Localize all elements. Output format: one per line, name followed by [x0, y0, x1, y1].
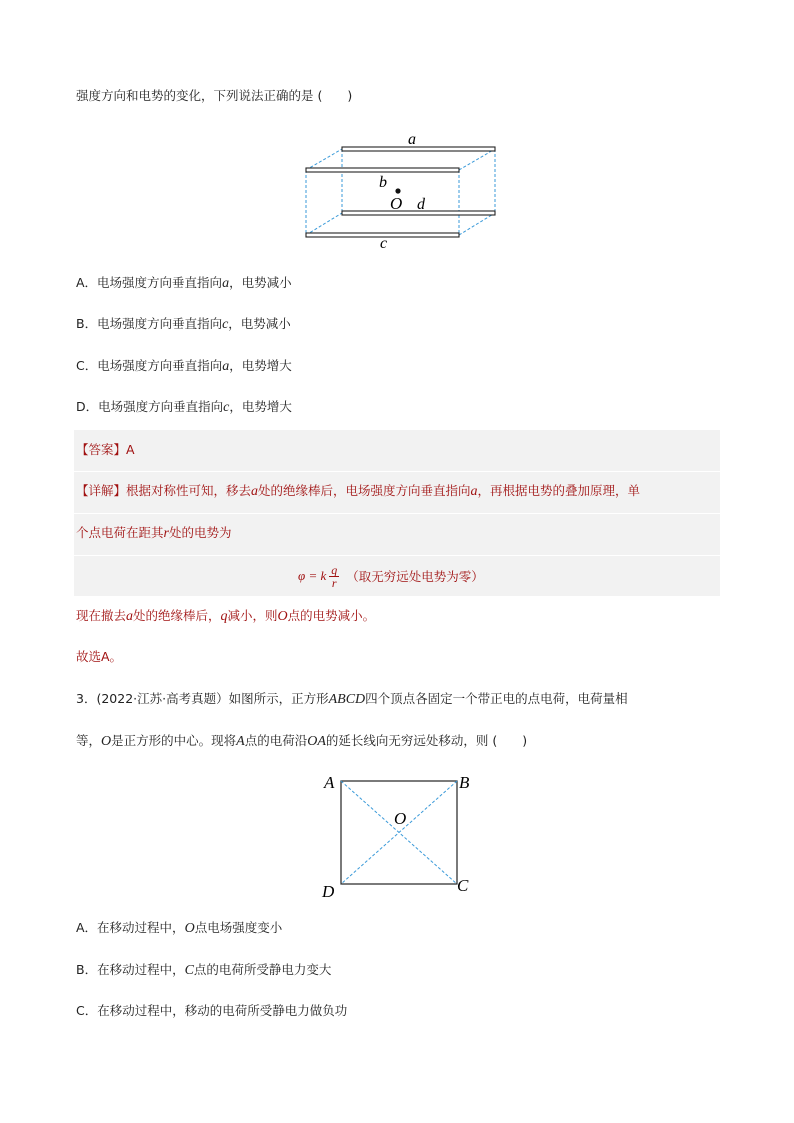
- label-O: O: [394, 809, 407, 828]
- answer-divider: [74, 555, 720, 556]
- label-c: c: [380, 235, 388, 252]
- formula-denominator: r: [331, 575, 337, 590]
- answer-divider: [74, 513, 720, 514]
- q3-stem-line-2: 等，O是正方形的中心。现将A点的电荷沿OA的延长线向无穷远处移动，则 ( ): [76, 733, 528, 749]
- rod-b: [306, 168, 459, 172]
- point-O-dot: [395, 188, 400, 193]
- q3-figure: [316, 768, 482, 902]
- q3-option-a: A．在移动过程中，O点电场强度变小: [76, 920, 283, 936]
- q2-figure: [300, 128, 510, 253]
- formula-fraction: [329, 564, 339, 589]
- q2-option-c: C．电场强度方向垂直指向a，电势增大: [76, 358, 292, 374]
- q3-stem-line-1: 3．(2022·江苏·高考真题）如图所示，正方形ABCD四个顶点各固定一个带正电的点电荷，电荷量相: [76, 691, 628, 707]
- explain-line-1: 【详解】根据对称性可知，移去a处的绝缘棒后，电场强度方向垂直指向a，再根据电势的叠加原理，单: [76, 483, 641, 499]
- label-A: A: [324, 773, 335, 792]
- q2-stem-tail: 强度方向和电势的变化，下列说法正确的是 ( ): [76, 88, 353, 103]
- potential-formula: [298, 559, 484, 593]
- q2-option-b: B．电场强度方向垂直指向c，电势减小: [76, 316, 291, 332]
- label-O: O: [390, 194, 403, 213]
- rod-a: [342, 147, 495, 151]
- answer-divider: [74, 471, 720, 472]
- explain-conclusion: 故选A。: [76, 649, 123, 664]
- formula-lhs: φ = k: [298, 568, 327, 583]
- label-D: D: [322, 882, 335, 901]
- explain-line-3: 现在撤去a处的绝缘棒后，q减小，则O点的电势减小。: [76, 608, 376, 624]
- answer-line: 【答案】A: [76, 442, 135, 457]
- label-B: B: [459, 773, 470, 792]
- label-b: b: [379, 174, 387, 191]
- formula-numerator: q: [331, 562, 338, 577]
- explain-line-2: 个点电荷在距其r处的电势为: [76, 525, 232, 541]
- formula-note: （取无穷远处电势为零）: [346, 569, 484, 584]
- label-a: a: [408, 131, 416, 148]
- label-C: C: [457, 876, 469, 895]
- q3-option-c: C．在移动过程中，移动的电荷所受静电力做负功: [76, 1003, 348, 1018]
- q2-option-d: D．电场强度方向垂直指向c，电势增大: [76, 399, 292, 415]
- q3-option-b: B．在移动过程中，C点的电荷所受静电力变大: [76, 962, 332, 978]
- label-d: d: [417, 196, 425, 213]
- q2-option-a: A．电场强度方向垂直指向a，电势减小: [76, 275, 292, 291]
